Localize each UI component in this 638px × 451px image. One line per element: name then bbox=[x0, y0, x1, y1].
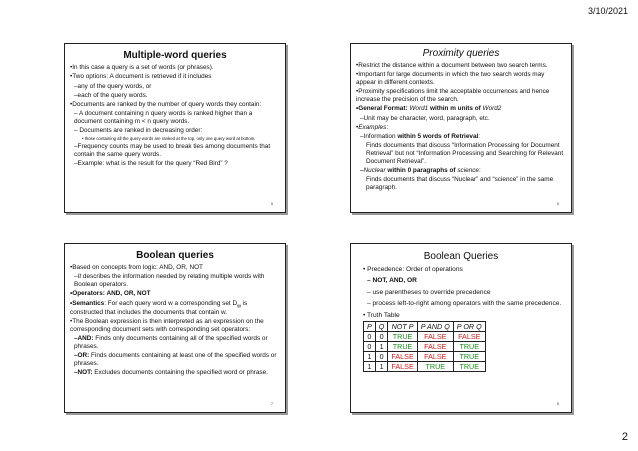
table-row bbox=[364, 351, 486, 361]
header-cell: NOT P bbox=[388, 321, 417, 331]
sub-bullet bbox=[356, 133, 566, 141]
semantics-label: •Semantics bbox=[70, 299, 105, 307]
or-label: –OR: bbox=[74, 352, 90, 360]
date-header: 3/10/2021 bbox=[587, 6, 628, 16]
header-cell: P bbox=[364, 321, 376, 331]
word2: Word2 bbox=[482, 105, 502, 113]
slide-title: Boolean queries bbox=[136, 250, 214, 261]
and-label: –AND: bbox=[74, 335, 94, 343]
operators-list: : AND, OR, NOT bbox=[102, 290, 151, 298]
header-cell: Q bbox=[375, 321, 388, 331]
bullet bbox=[70, 300, 280, 317]
example-1-term: –Information bbox=[360, 133, 398, 141]
table-cell: TRUE bbox=[417, 361, 453, 371]
bullet bbox=[356, 105, 566, 113]
table-cell: FALSE bbox=[388, 351, 417, 361]
bullet bbox=[70, 290, 280, 298]
bullet: • Truth Table bbox=[363, 311, 400, 319]
table-row bbox=[364, 361, 486, 371]
it-word: It bbox=[77, 273, 82, 281]
bullet: •Based on concepts from logic: AND, OR, NOT bbox=[70, 264, 203, 271]
sub-bullet: – NOT, AND, OR bbox=[367, 277, 417, 285]
colon: : bbox=[478, 167, 481, 174]
general-format-label: •General Format: bbox=[356, 105, 410, 113]
slide-number: 8 bbox=[557, 402, 559, 406]
and-desc: Finds only documents containing all of the specified words or phrases. bbox=[74, 335, 268, 351]
table-cell: TRUE bbox=[388, 341, 417, 351]
table-cell: 0 bbox=[364, 341, 376, 351]
bullet: • Precedence: Order of operations bbox=[363, 265, 463, 273]
slide-number: 6 bbox=[557, 202, 559, 206]
not-desc: Excludes documents containing the specified word or phrase. bbox=[92, 369, 268, 377]
word1: Word1 bbox=[409, 105, 429, 113]
table-row bbox=[364, 341, 486, 351]
table-cell: 0 bbox=[364, 331, 376, 341]
sub-bullet bbox=[70, 273, 280, 288]
dash: – bbox=[74, 273, 78, 281]
header-cell: P OR Q bbox=[453, 321, 485, 331]
within-m-units: within m units of bbox=[428, 105, 483, 113]
operators-label: •Operators bbox=[70, 290, 103, 298]
example-2-term2: science bbox=[457, 167, 479, 174]
example-2-term: –Nuclear bbox=[360, 167, 388, 174]
sub-bullet: – use parentheses to override precedence bbox=[367, 288, 491, 296]
table-cell: FALSE bbox=[417, 351, 453, 361]
table-cell: TRUE bbox=[453, 361, 485, 371]
table-header-row bbox=[364, 321, 486, 331]
table-cell: 1 bbox=[375, 341, 388, 351]
table-cell: 1 bbox=[364, 351, 376, 361]
slide-proximity-queries bbox=[350, 43, 572, 213]
sub-bullet: – A document containing n query words is ranked higher than a document containing m < n query words. bbox=[74, 110, 253, 126]
it-desc: describes the information needed by relating multiple words with Boolean operators. bbox=[74, 273, 265, 288]
sub-sub-bullet: • those containing all the query words are ranked at the top, only one query word at bottom. bbox=[82, 135, 256, 141]
bullet: •Documents are ranked by the number of query words they contain: bbox=[70, 101, 262, 109]
table-cell: FALSE bbox=[388, 361, 417, 371]
table-cell: TRUE bbox=[453, 351, 485, 361]
table-cell: 0 bbox=[375, 351, 388, 361]
slide-number: 5 bbox=[271, 202, 273, 206]
sub-bullet: – Documents are ranked in decreasing order: bbox=[74, 127, 203, 135]
semantics-end: is constructed that includes the documents that contain w. bbox=[70, 299, 248, 317]
examples-label: Examples bbox=[358, 123, 387, 131]
not-label: –NOT: bbox=[74, 369, 93, 377]
table-row bbox=[364, 331, 486, 341]
bullet: •The Boolean expression is then interpreted as an expression on the corresponding document sets with corresponding set operators: bbox=[70, 318, 264, 334]
sub-bullet: – process left-to-right among operators with the same precedence. bbox=[367, 300, 562, 308]
slide-boolean-queries-truth-table bbox=[350, 243, 572, 413]
semantics-desc: : For each query word w a corresponding set D bbox=[104, 299, 238, 307]
bullet: •Proximity specifications limit the acceptable occurrences and hence increase the precision of the search. bbox=[356, 88, 550, 103]
sub-bullet bbox=[356, 167, 566, 175]
colon: : bbox=[478, 133, 481, 141]
slide-title: Multiple-word queries bbox=[123, 50, 227, 61]
sub-bullet: –Example: what is the result for the query “Red Bird” ? bbox=[74, 160, 228, 168]
table-cell: FALSE bbox=[417, 331, 453, 341]
sub-bullet: –Frequency counts may be used to break ties among documents that contain the same query words. bbox=[74, 143, 271, 158]
bullet: •In this case a query is a set of words (or phrases). bbox=[70, 64, 214, 71]
table-cell: TRUE bbox=[453, 341, 485, 351]
slide-number: 7 bbox=[271, 402, 273, 406]
bullet: •Important for large documents in which the two search words may appear in different contexts. bbox=[356, 71, 545, 86]
table-cell: FALSE bbox=[453, 331, 485, 341]
sub-bullet bbox=[70, 369, 280, 377]
subscript: w bbox=[237, 302, 241, 309]
header-cell: P AND Q bbox=[417, 321, 453, 331]
table-cell: FALSE bbox=[417, 341, 453, 351]
colon: : bbox=[386, 123, 389, 131]
slide-title: Proximity queries bbox=[422, 48, 500, 59]
sub-bullet: –Unit may be character, word, paragraph, etc. bbox=[360, 114, 490, 122]
bullet bbox=[356, 124, 566, 132]
slide-multiple-word-queries bbox=[64, 43, 286, 213]
slide-boolean-queries bbox=[64, 243, 286, 413]
table-cell: 1 bbox=[375, 361, 388, 371]
sub-bullet: –any of the query words, or bbox=[74, 82, 152, 90]
example-description: Finds documents that discuss “Information Processing for Document Retrieval” but not “Information Processing and Searching for Relevant Document Retrieval”. bbox=[366, 142, 564, 165]
sub-bullet bbox=[70, 352, 280, 367]
bullet: •Two options: A document is retrieved if it includes bbox=[70, 73, 212, 81]
table-cell: 0 bbox=[375, 331, 388, 341]
example-2-operator: within 0 paragraphs of bbox=[387, 167, 458, 174]
page-number: 2 bbox=[621, 431, 628, 443]
or-desc: Finds documents containing at least one of the specified words or phrases. bbox=[74, 352, 277, 368]
bullet: •Restrict the distance within a document between two search terms. bbox=[356, 62, 548, 69]
sub-bullet bbox=[70, 335, 280, 350]
sub-bullet: –each of the query words. bbox=[74, 91, 148, 99]
table-cell: 1 bbox=[364, 361, 376, 371]
example-description: Finds documents that discuss “Nuclear” and “science” in the same paragraph. bbox=[366, 176, 554, 191]
table-cell: TRUE bbox=[388, 331, 417, 341]
truth-table bbox=[363, 321, 486, 372]
slide-title: Boolean Queries bbox=[423, 251, 499, 262]
bullet-mark: • bbox=[356, 123, 359, 131]
example-1-operator: within 5 words of Retrieval bbox=[397, 133, 479, 141]
